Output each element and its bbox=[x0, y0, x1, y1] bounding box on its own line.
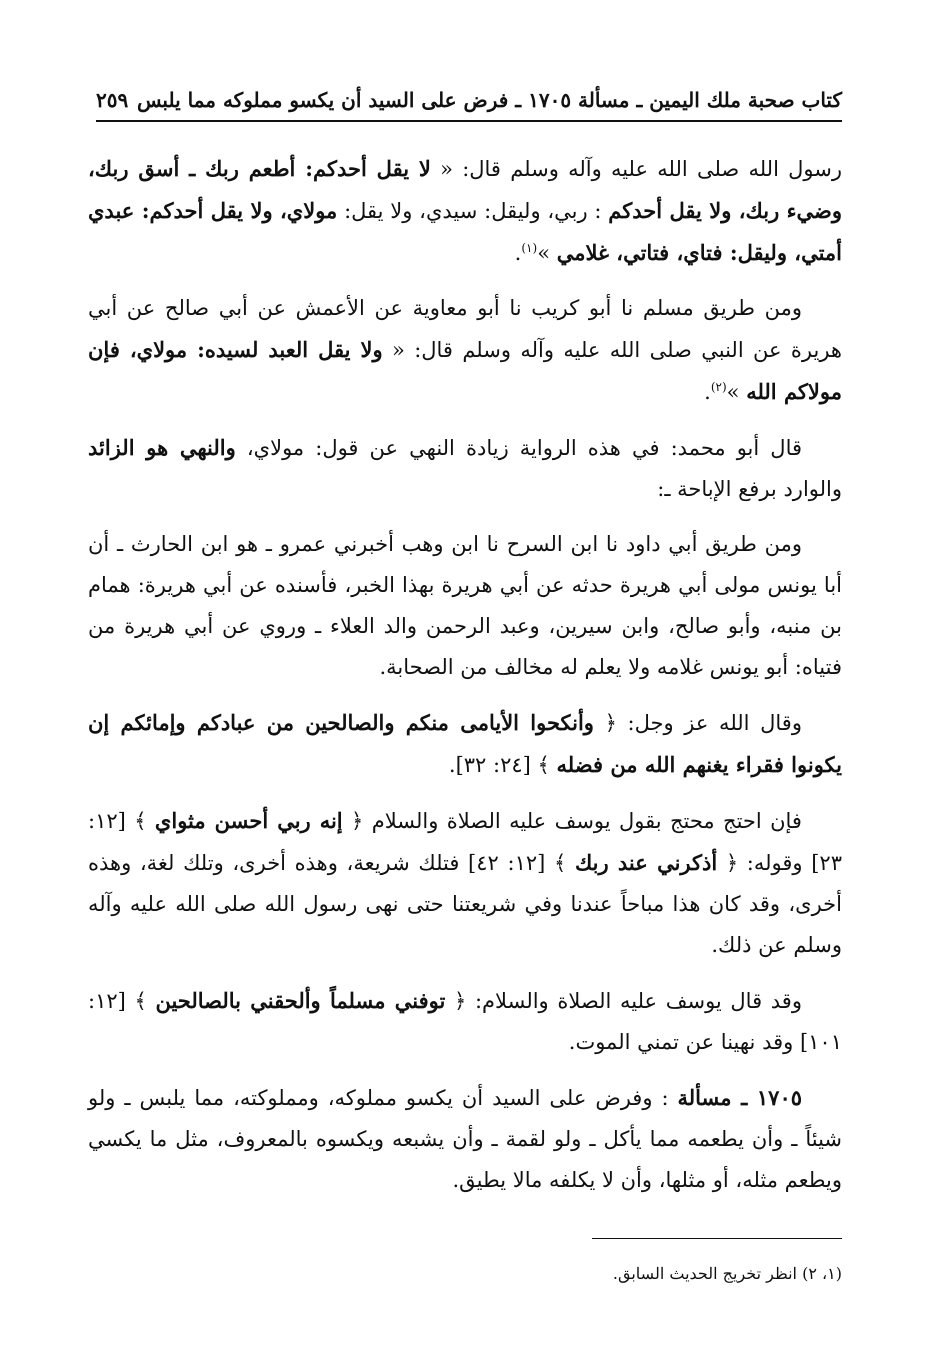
footnote: (١، ٢) انظر تخريج الحديث السابق. bbox=[612, 1264, 842, 1283]
paragraph-hadith-1: رسول الله صلى الله عليه وآله وسلم قال: « لا يقل أحدكم: أطعم ربك ـ أسق ربك، وضيء ربك، ولا يقل أحدكم : ربي، وليقل: سيدي، ولا يقل: مولاي، ولا يقل أحدكم: عبدي أمتي، وليقل: فتاي، فتاتي، غلامي »$^{(١)}$. bbox=[88, 156, 842, 265]
paragraph-yusuf-argument: فإن احتج محتج بقول يوسف عليه الصلاة والسلام ﴿ إنه ربي أحسن مثواي ﴾ [١٢: ٢٣] وقوله: ﴿ أذكرني عند ربك ﴾ [١٢: ٤٢] فتلك شريعة، وهذه أخرى، وتلك لغة، وهذه أخرى، وقد كان هذا مباحاً عندنا وفي شريعتنا حتى نهى رسول الله صلى الله عليه وآله وسلم عن ذلك. bbox=[88, 808, 842, 957]
footnote-divider bbox=[592, 1238, 842, 1239]
paragraph-hadith-2: ومن طريق مسلم نا أبو كريب نا أبو معاوية عن الأعمش عن أبي صالح عن أبي هريرة عن النبي صلى الله عليه وآله وسلم قال: « ولا يقل العبد لسيده: مولاي، فإن مولاكم الله »$^{(٢)}$. bbox=[88, 296, 842, 404]
masala-number: ١٧٠٥ ـ مسألة bbox=[677, 1085, 803, 1110]
page-number: ٢٥٩ bbox=[96, 88, 129, 112]
paragraph-masala-1705: ١٧٠٥ ـ مسألة : وفرض على السيد أن يكسو مملوكه، ومملوكته، مما يلبس ـ ولو شيئاً ـ وأن يطعمه مما يأكل ـ ولو لقمة ـ وأن يشبعه ويكسوه بالمعروف، مثل ما يكسي ويطعم مثله، أو مثلها، وأن لا يكلفه مالا يطيق. bbox=[88, 1085, 842, 1192]
running-title: كتاب صحبة ملك اليمين ـ مسألة ١٧٠٥ ـ فرض على السيد أن يكسو مملوكه مما يلبس bbox=[136, 88, 842, 112]
page-body bbox=[88, 148, 842, 1215]
paragraph-abu-dawud: ومن طريق أبي داود نا ابن السرح نا ابن وهب أخبرني عمرو ـ هو ابن الحارث ـ أن أبا يونس مولى أبي هريرة حدثه عن أبي هريرة بهذا الخبر، فأسنده عن أبي هريرة: همام بن منبه، وأبو صالح، وابن سيرين، وعبد الرحمن والد العلاء ـ وروي عن أبي هريرة من فتياه: أبو يونس غلامه ولا يعلم له مخالف من الصحابة. bbox=[88, 532, 842, 679]
footnote-ref-2: (٢) bbox=[710, 380, 727, 394]
paragraph-quran-verse: وقال الله عز وجل: ﴿ وأنكحوا الأيامى منكم والصالحين من عبادكم وإمائكم إن يكونوا فقراء يغنهم الله من فضله ﴾ [٢٤: ٣٢]. bbox=[88, 710, 842, 777]
paragraph-abu-muhammad: قال أبو محمد: في هذه الرواية زيادة النهي عن قول: مولاي، والنهي هو الزائد والوارد برفع الإباحة ـ: bbox=[88, 435, 842, 501]
footnote-ref-1: (١) bbox=[521, 241, 538, 255]
paragraph-yusuf-death: وقد قال يوسف عليه الصلاة والسلام: ﴿ توفني مسلماً وألحقني بالصالحين ﴾ [١٢: ١٠١] وقد نهينا عن تمني الموت. bbox=[88, 988, 842, 1054]
page-header bbox=[96, 80, 842, 122]
